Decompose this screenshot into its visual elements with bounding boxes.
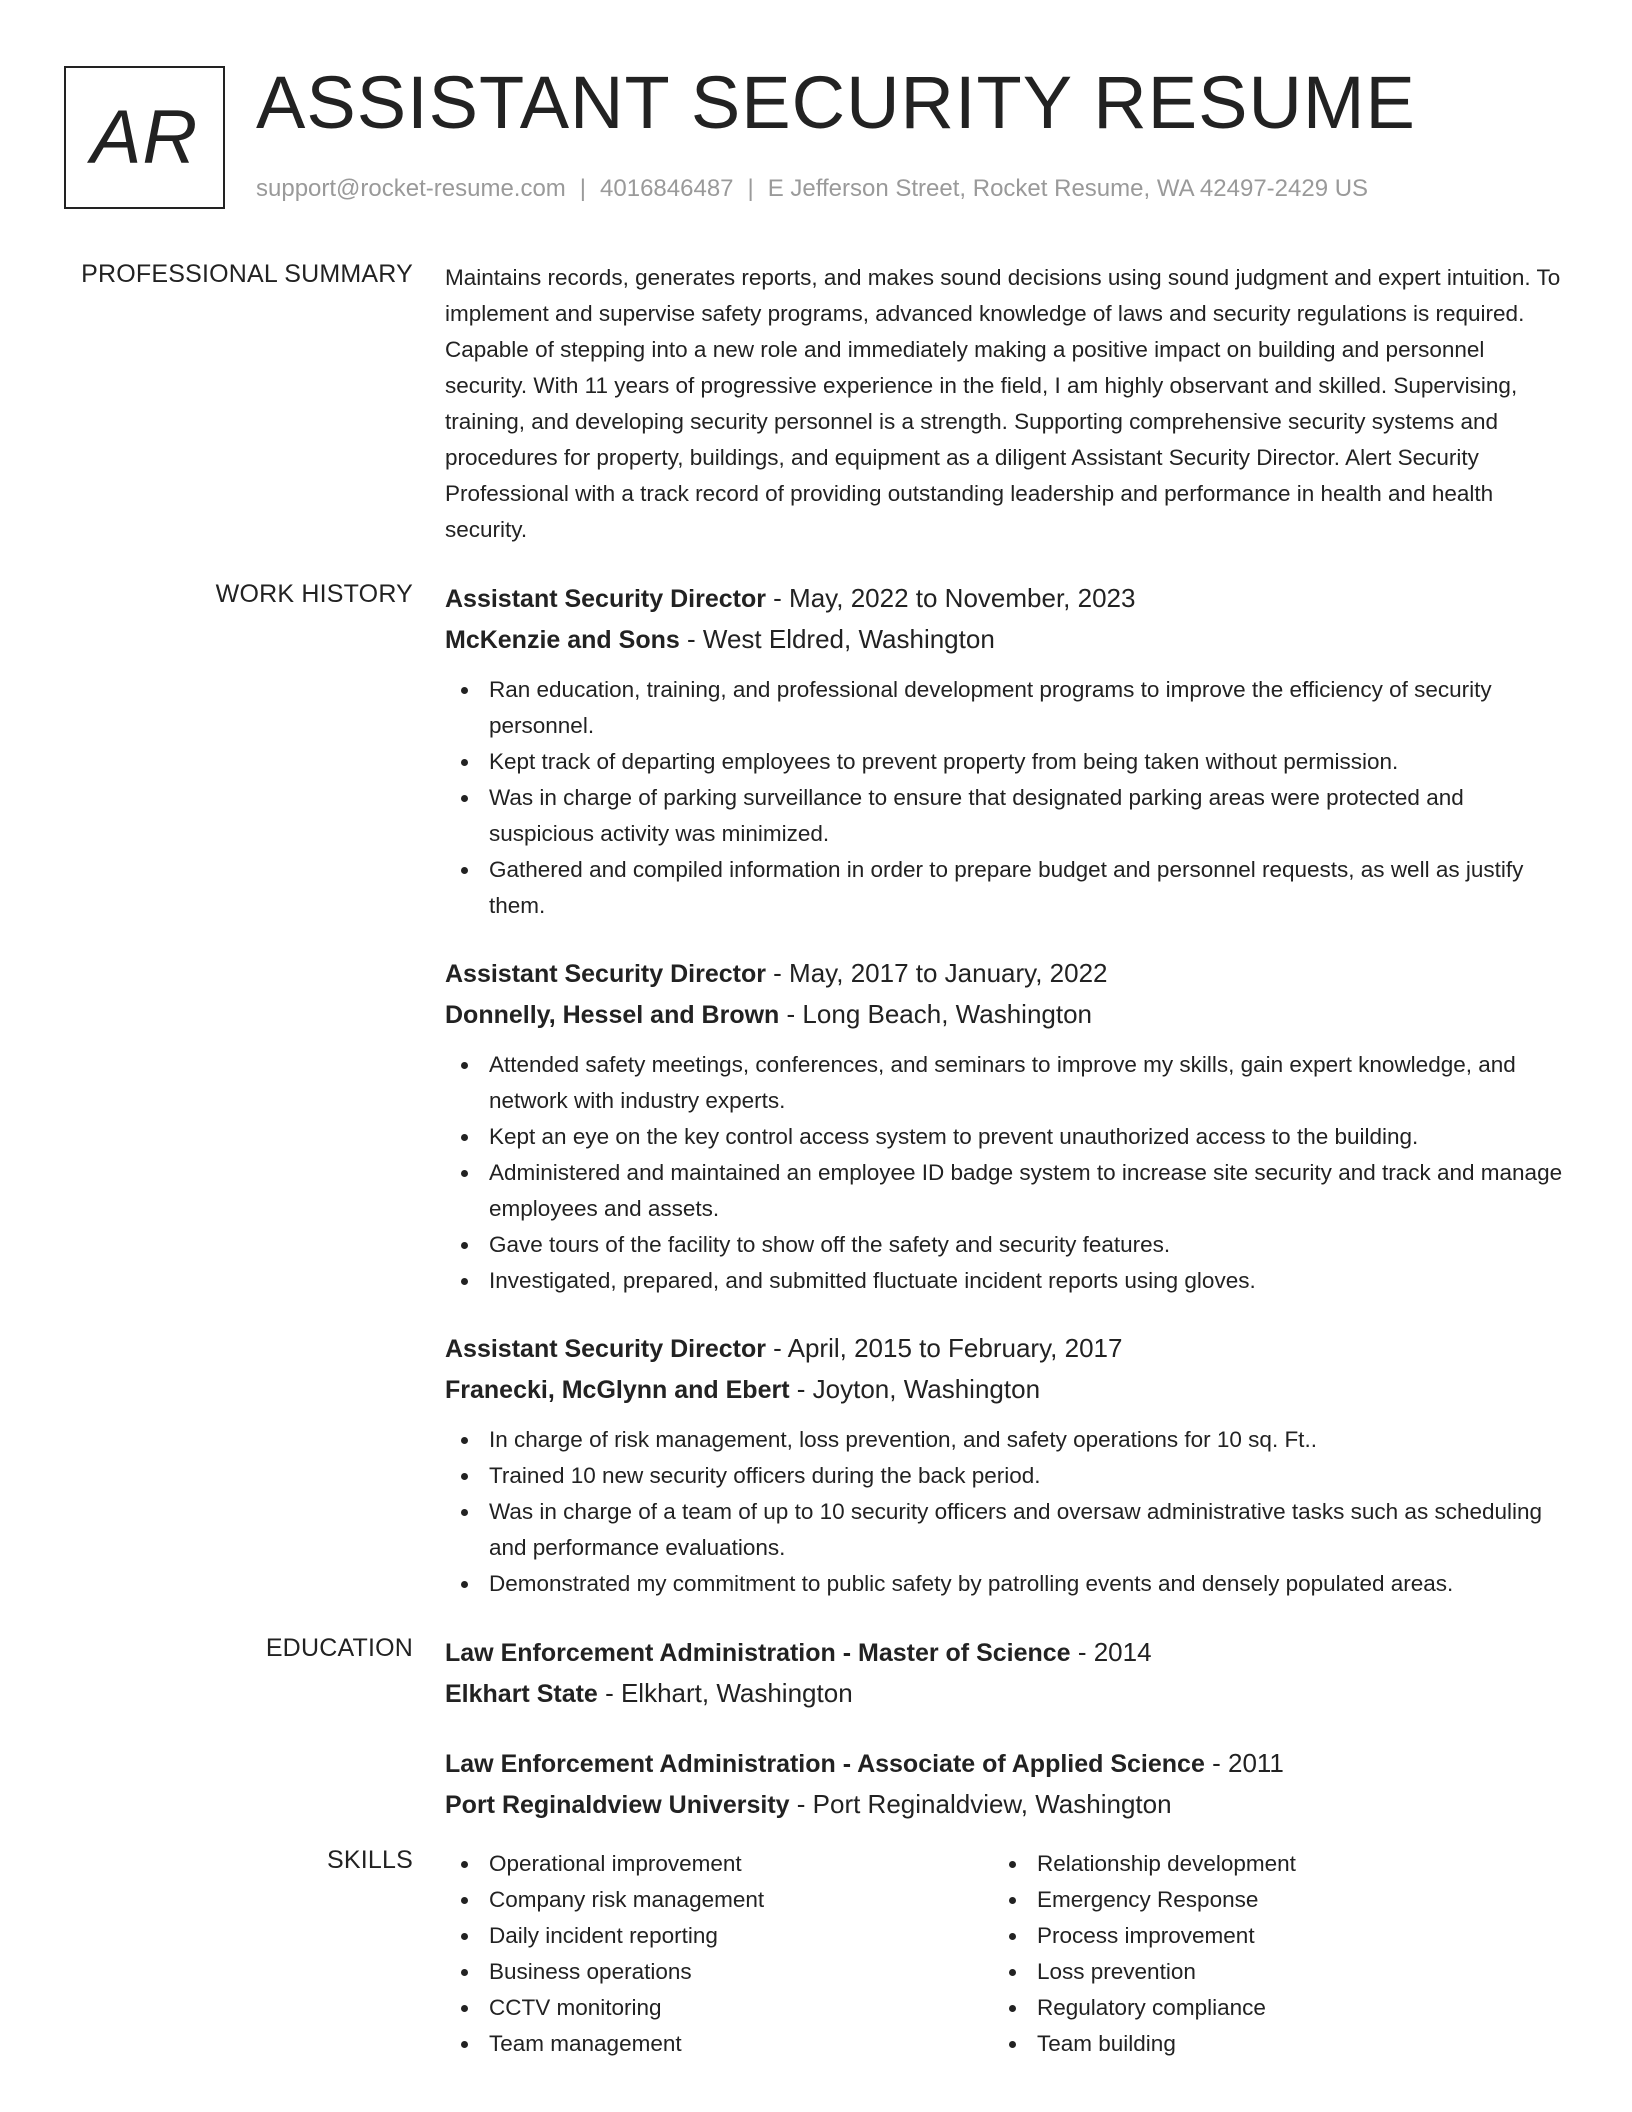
contact-phone[interactable]: 4016846487	[600, 175, 734, 202]
job-bullet: Kept track of departing employees to prevent property from being taken without permission.	[445, 744, 1565, 780]
job-bullet: Ran education, training, and professional development programs to improve the efficiency of security personnel.	[445, 672, 1565, 744]
job-title: Assistant Security Director	[445, 585, 766, 613]
job-bullet: Was in charge of parking surveillance to ensure that designated parking areas were protected and suspicious activity was minimized.	[445, 780, 1565, 852]
summary-text: Maintains records, generates reports, and makes sound decisions using sound judgment and expert intuition. To implement and supervise safety programs, advanced knowledge of laws and security regulations is required. Capable of stepping into a new role and immediately making a positive impact on building and personnel security. With 11 years of progressive experience in the field, I am highly observant and skilled. Supervising, training, and developing security personnel is a strength. Supporting comprehensive security systems and procedures for property, buildings, and equipment as a diligent Assistant Security Director. Alert Security Professional with a track record of providing outstanding leadership and performance in health and health security.	[445, 265, 1561, 542]
skill-item: Emergency Response	[993, 1882, 1541, 1918]
skill-item: Relationship development	[993, 1846, 1541, 1882]
contact-email[interactable]: support@rocket-resume.com	[256, 175, 566, 202]
job-bullet: Trained 10 new security officers during the back period.	[445, 1458, 1565, 1494]
skill-item: Business operations	[445, 1954, 993, 1990]
job-bullet: Demonstrated my commitment to public safety by patrolling events and densely populated areas.	[445, 1566, 1565, 1602]
job-company-line	[445, 994, 1565, 1035]
job-bullet: Gathered and compiled information in order to prepare budget and personnel requests, as well as justify them.	[445, 852, 1565, 924]
job-location: - West Eldred, Washington	[679, 624, 995, 654]
education-school-line	[445, 1673, 1565, 1714]
section-label-work-history: WORK HISTORY	[215, 580, 413, 608]
education-year: - 2011	[1204, 1748, 1284, 1778]
education-degree: Law Enforcement Administration - Associate of Applied Science	[445, 1750, 1205, 1778]
job-dates: - May, 2022 to November, 2023	[765, 583, 1136, 613]
job-location: - Joyton, Washington	[789, 1374, 1041, 1404]
skill-item: Daily incident reporting	[445, 1918, 993, 1954]
skill-item: CCTV monitoring	[445, 1990, 993, 2026]
job-company: Donnelly, Hessel and Brown	[445, 1001, 780, 1029]
monogram-initials: AR	[90, 95, 199, 180]
skill-item: Team building	[993, 2026, 1541, 2062]
education-school: Elkhart State	[445, 1680, 598, 1708]
job-location: - Long Beach, Washington	[779, 999, 1093, 1029]
job-bullets	[445, 1422, 1565, 1602]
education-degree-line	[445, 1743, 1565, 1784]
education-degree-line	[445, 1632, 1565, 1673]
job-title: Assistant Security Director	[445, 1335, 766, 1363]
job-entry	[445, 1328, 1565, 1602]
section-label-education: EDUCATION	[265, 1634, 413, 1662]
job-bullet: Kept an eye on the key control access system to prevent unauthorized access to the building.	[445, 1119, 1565, 1155]
job-entry	[445, 578, 1565, 924]
monogram-badge	[64, 66, 225, 209]
education-school-line	[445, 1784, 1565, 1825]
education-year: - 2014	[1070, 1637, 1152, 1667]
education-entry	[445, 1632, 1565, 1714]
job-bullets	[445, 672, 1565, 924]
skill-item: Team management	[445, 2026, 993, 2062]
education-degree: Law Enforcement Administration - Master of Science	[445, 1639, 1071, 1667]
section-label-summary: PROFESSIONAL SUMMARY	[81, 260, 413, 288]
skill-item: Operational improvement	[445, 1846, 993, 1882]
job-company: McKenzie and Sons	[445, 626, 680, 654]
job-bullet: In charge of risk management, loss prevention, and safety operations for 10 sq. Ft..	[445, 1422, 1565, 1458]
job-title-line	[445, 578, 1565, 619]
skill-item: Loss prevention	[993, 1954, 1541, 1990]
job-bullet: Investigated, prepared, and submitted fluctuate incident reports using gloves.	[445, 1263, 1565, 1299]
job-title: Assistant Security Director	[445, 960, 766, 988]
job-bullet: Gave tours of the facility to show off the safety and security features.	[445, 1227, 1565, 1263]
education-school: Port Reginaldview University	[445, 1791, 790, 1819]
job-title-line	[445, 1328, 1565, 1369]
education-location: - Elkhart, Washington	[597, 1678, 853, 1708]
job-bullets	[445, 1047, 1565, 1299]
skills-column-right	[993, 1846, 1541, 2062]
contact-separator: |	[579, 175, 587, 202]
job-entry	[445, 953, 1565, 1299]
skill-item: Company risk management	[445, 1882, 993, 1918]
job-bullet: Administered and maintained an employee ID badge system to increase site security and track and manage employees and assets.	[445, 1155, 1565, 1227]
job-company: Franecki, McGlynn and Ebert	[445, 1376, 790, 1404]
section-label-skills: SKILLS	[327, 1846, 413, 1874]
job-dates: - May, 2017 to January, 2022	[765, 958, 1108, 988]
contact-address: E Jefferson Street, Rocket Resume, WA 42497-2429 US	[767, 175, 1369, 202]
education-location: - Port Reginaldview, Washington	[789, 1789, 1172, 1819]
skill-item: Regulatory compliance	[993, 1990, 1541, 2026]
resume-header	[64, 61, 1568, 210]
skills-columns	[445, 1846, 1565, 2062]
contact-separator: |	[747, 175, 754, 202]
education-entry	[445, 1743, 1565, 1825]
skill-item: Process improvement	[993, 1918, 1541, 1954]
job-title-line	[445, 953, 1565, 994]
job-company-line	[445, 1369, 1565, 1410]
job-bullet: Was in charge of a team of up to 10 security officers and oversaw administrative tasks such as scheduling and performance evaluations.	[445, 1494, 1565, 1566]
job-dates: - April, 2015 to February, 2017	[765, 1333, 1123, 1363]
resume-title: ASSISTANT SECURITY RESUME	[256, 61, 1416, 144]
skills-column-left	[445, 1846, 993, 2062]
contact-line	[256, 175, 1368, 203]
job-company-line	[445, 619, 1565, 660]
job-bullet: Attended safety meetings, conferences, and seminars to improve my skills, gain expert knowledge, and network with industry experts.	[445, 1047, 1565, 1119]
